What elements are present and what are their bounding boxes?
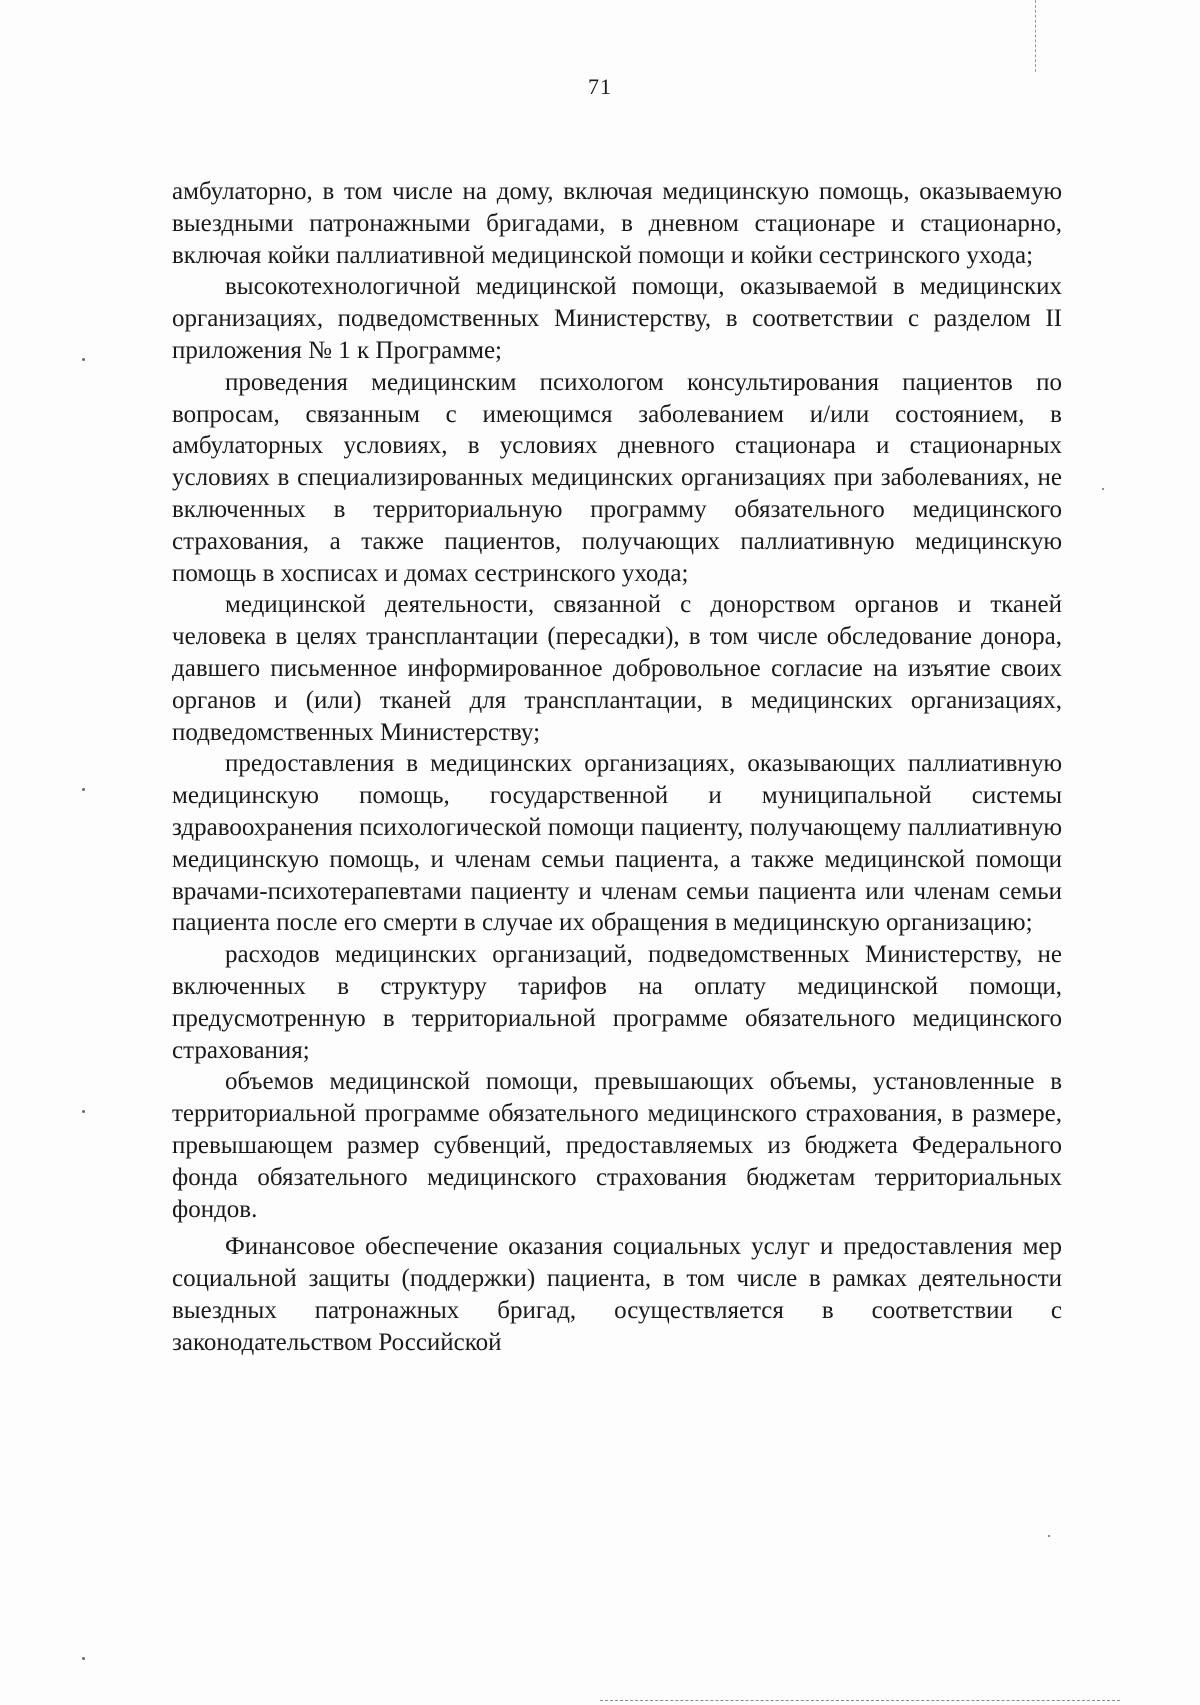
paragraph-1: амбулаторно, в том числе на дому, включая медицинскую помощь, оказываемую выездными патронажными бригадами, в дневном стационаре и стационарно, включая койки паллиативной медицинской помощи и койки сестринского ухода;	[172, 178, 1062, 269]
scan-dot	[1102, 488, 1104, 490]
scan-edge-line-bottom	[600, 1700, 1120, 1701]
scan-edge-line-top-right	[1035, 0, 1036, 72]
paragraph-7: объемов медицинской помощи, превышающих объемы, установленные в территориальной программе обязательного медицинского страхования, в размере, превышающем размер субвенций, предоставляемых из бюджета Федерального фонда обязательного медицинского страхования бюджетам территориальных фондов.	[172, 1068, 1062, 1223]
body-text	[172, 176, 1062, 1358]
scan-dot	[82, 1110, 85, 1113]
paragraph-8: Финансовое обеспечение оказания социальных услуг и предоставления мер социальной защиты (поддержки) пациента, в том числе в рамках деятельности выездных патронажных бригад, осуществляется в соответствии с законодательством Российской	[172, 1233, 1062, 1356]
paragraph-4: медицинской деятельности, связанной с донорством органов и тканей человека в целях трансплантации (пересадки), в том числе обследование донора, давшего письменное информированное добровольное согласие на изъятие своих органов и (или) тканей для трансплантации, в медицинских организациях, подведомственных Министерству;	[172, 591, 1062, 746]
scan-dot	[82, 1657, 85, 1660]
scan-dot	[82, 358, 85, 361]
scan-dot	[82, 788, 85, 791]
paragraph-6: расходов медицинских организаций, подведомственных Министерству, не включенных в структуру тарифов на оплату медицинской помощи, предусмотренную в территориальной программе обязательного медицинского страхования;	[172, 941, 1062, 1064]
scan-dot	[1048, 1535, 1050, 1537]
paragraph-5: предоставления в медицинских организациях, оказывающих паллиативную медицинскую помощь, государственной и муниципальной системы здравоохранения психологической помощи пациенту, получающему паллиативную медицинскую помощь, и членам семьи пациента, а также медицинской помощи врачами-психотерапевтами пациенту и членам семьи пациента или членам семьи пациента после его смерти в случае их обращения в медицинскую организацию;	[172, 750, 1062, 937]
paragraph-2: высокотехнологичной медицинской помощи, оказываемой в медицинских организациях, подведомственных Министерству, в соответствии с разделом II приложения № 1 к Программе;	[172, 273, 1062, 364]
paragraph-3: проведения медицинским психологом консультирования пациентов по вопросам, связанным с имеющимся заболеванием и/или состоянием, в амбулаторных условиях, в условиях дневного стационара и стационарных условиях в специализированных медицинских организациях при заболеваниях, не включенных в территориальную программу обязательного медицинского страхования, а также пациентов, получающих паллиативную медицинскую помощь в хосписах и домах сестринского ухода;	[172, 368, 1062, 587]
page-number: 71	[588, 74, 612, 99]
